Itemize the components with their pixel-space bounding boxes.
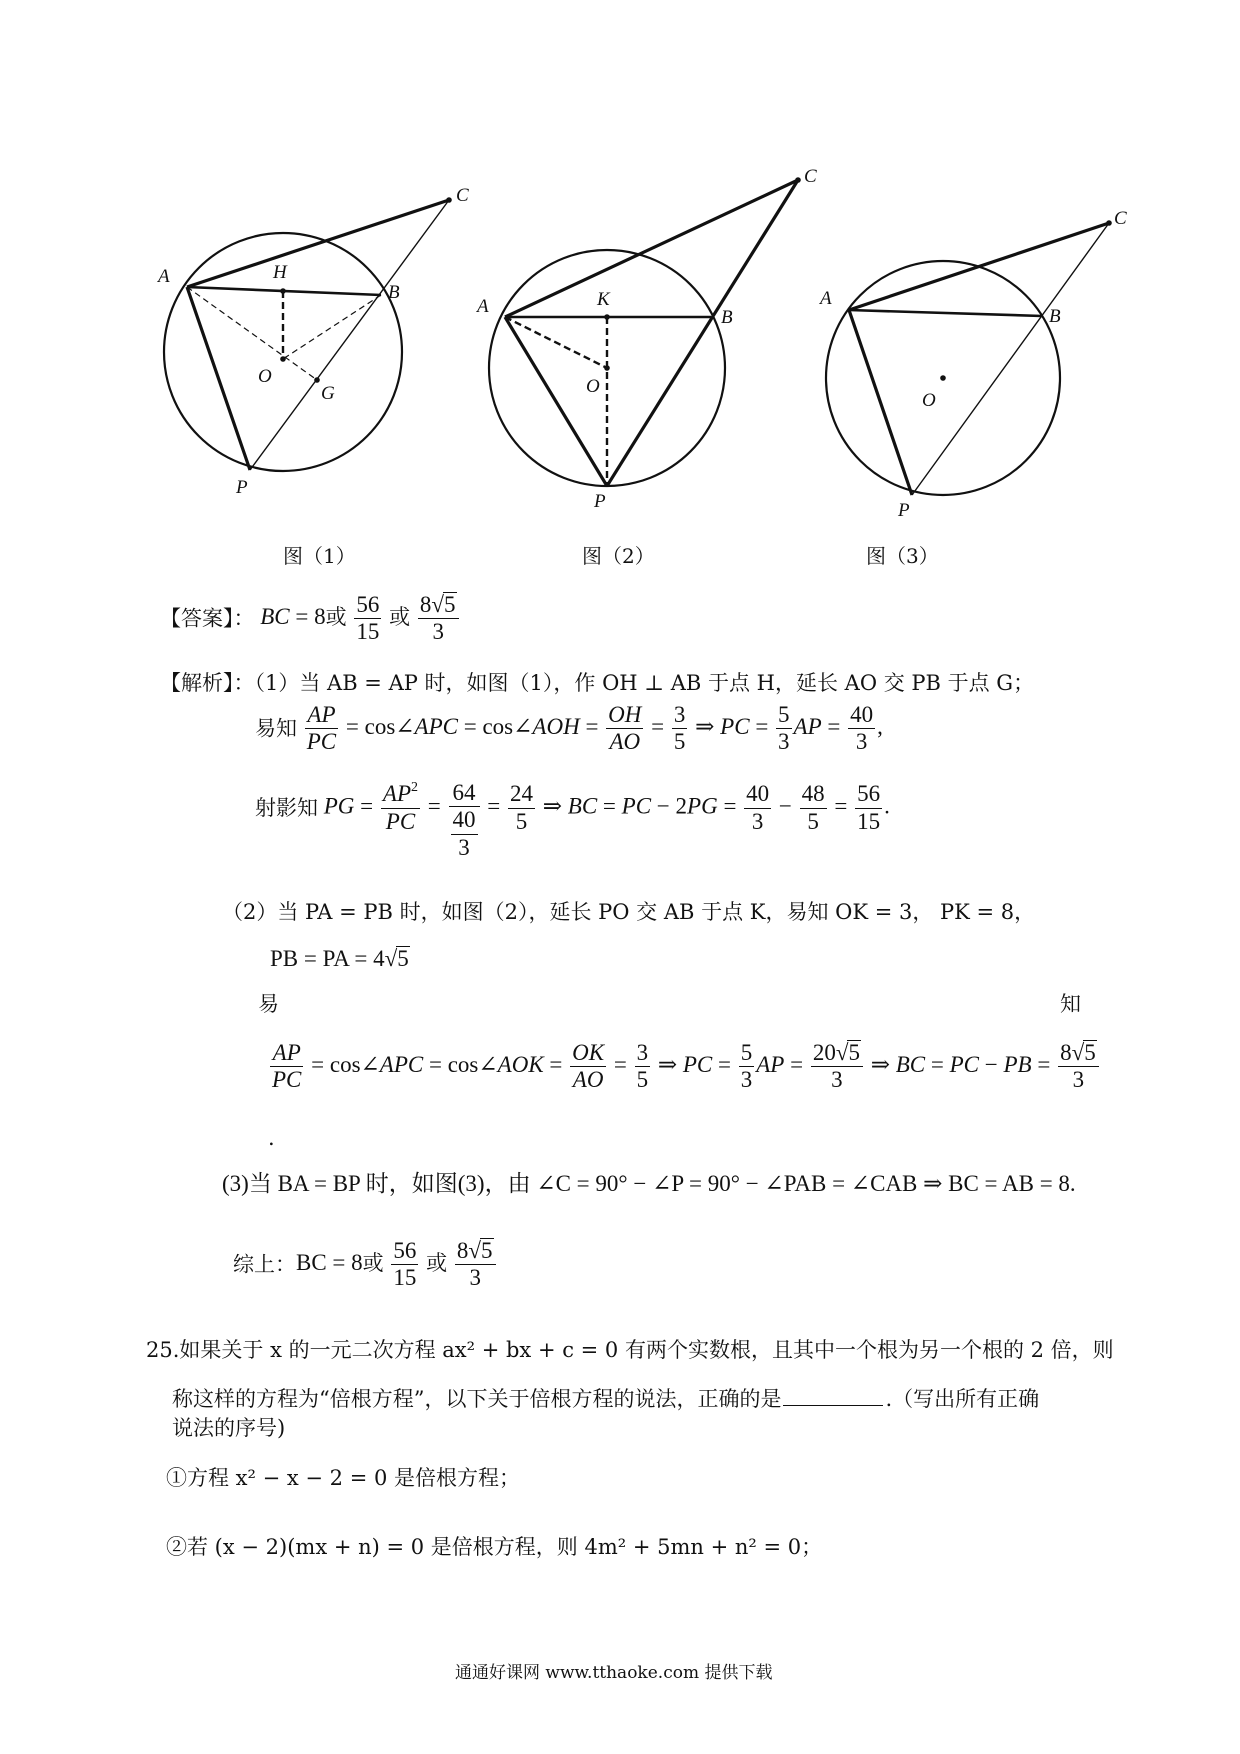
fig3-label-o: O <box>922 390 936 411</box>
fig3-label-p: P <box>898 500 910 521</box>
fig3-label-c: C <box>1114 208 1127 229</box>
fig3-label-b: B <box>1049 306 1061 327</box>
page-footer: 通通好课网 www.tthaoke.com 提供下载 <box>455 1663 773 1683</box>
analysis-case1-intro: 【解析】：（1）当 AB = AP 时，如图（1），作 OH ⊥ AB 于点 H，延长 AO 交 PB 于点 G； <box>160 671 1035 695</box>
analysis-case3: (3)当 BA = BP 时，如图(3)，由 ∠C = 90° − ∠P = 90° − ∠PAB = ∠CAB ⇒ BC = AB = 8. <box>222 1171 1076 1196</box>
answer-line: 【答案】： BC = 8或 $\frac{56}{15}$ 或 $\frac{8√5}{3}$ <box>160 592 461 646</box>
case2-pb-line: PB = PA = 4√5 <box>270 946 409 971</box>
fig3-label-a: A <box>820 288 832 309</box>
fig2-label-o: O <box>586 376 600 397</box>
figure-3-diagram <box>826 223 1109 495</box>
q25-stem-line2: 称这样的方程为“倍根方程”，以下关于倍根方程的说法，正确的是 .（写出所有正确 <box>172 1387 1040 1411</box>
case2-zhi: 知 <box>1060 992 1081 1016</box>
figure-3-caption: 图（3） <box>866 544 939 568</box>
q25-item-2: ②若 (x − 2)(mx + n) = 0 是倍根方程，则 4m² + 5mn + n² = 0； <box>166 1535 823 1559</box>
q25-item-1: ①方程 x² − x − 2 = 0 是倍根方程； <box>166 1466 521 1490</box>
fig2-label-c: C <box>804 166 817 187</box>
answer-fraction-1: $\frac{56}{15}$ <box>356 592 380 645</box>
fig2-label-b: B <box>721 307 733 328</box>
geometry-figures <box>0 0 1240 560</box>
fig1-label-a: A <box>158 266 170 287</box>
fig1-label-c: C <box>456 185 469 206</box>
case2-derivation-line: $\frac{AP}{PC}$ = cos∠APC = cos∠AOK = $\frac{OK}{AO}$ = $\frac{3}{5}$ ⇒ PC = $\frac{5}{3}$ AP = $\frac{20√5}{3}$ ⇒ BC = PC − PB = $\frac{8√5}{3}$ <box>268 1040 1101 1094</box>
q25-answer-blank[interactable] <box>783 1385 883 1406</box>
case1-derivation-line1: 易知 $\frac{AP}{PC}$ = cos∠APC = cos∠AOH = $\frac{OH}{AO}$ = $\frac{3}{5}$ ⇒ PC = $\frac{5}{3}$ AP = $\frac{40}{3}$ , <box>255 702 883 755</box>
figure-2-caption: 图（2） <box>582 544 655 568</box>
figure-2-diagram <box>489 180 798 486</box>
figure-1-caption: 图（1） <box>283 544 356 568</box>
fig1-label-b: B <box>388 282 400 303</box>
fig1-label-o: O <box>258 366 272 387</box>
fig1-label-p: P <box>236 477 248 498</box>
fig1-label-h: H <box>273 262 287 283</box>
fig2-label-k: K <box>597 289 610 310</box>
fig2-label-p: P <box>594 491 606 512</box>
analysis-label: 【解析】： <box>160 671 255 695</box>
figure-1-diagram <box>164 200 449 471</box>
case2-yi: 易 <box>258 992 279 1016</box>
q25-stem-line3: 说法的序号) <box>172 1416 286 1440</box>
answer-fraction-2: $\frac{8√5}{3}$ <box>418 592 459 646</box>
analysis-case2-intro: （2）当 PA = PB 时，如图（2），延长 PO 交 AB 于点 K，易知 OK = 3， PK = 8， <box>222 900 1036 924</box>
answer-label: 【答案】： <box>160 606 255 631</box>
fig2-label-a: A <box>477 296 489 317</box>
q25-stem-line1: 25.如果关于 x 的一元二次方程 ax² + bx + c = 0 有两个实数根，且其中一个根为另一个根的 2 倍，则 <box>146 1338 1114 1362</box>
summary-line: 综上：BC = 8或 $\frac{56}{15}$ 或 $\frac{8√5}{3}$ <box>233 1238 498 1292</box>
case1-derivation-line2: 射影知 PG = $\frac{AP^2}{PC}$ = $\frac{64}{\frac{40}{3}}$ = $\frac{24}{5}$ ⇒ BC = PC − 2PG = $\frac{40}{3}$ − $\frac{48}{5}$ = $\frac{56}{15}$ . <box>255 780 890 860</box>
case2-period: . <box>268 1126 275 1150</box>
fig1-label-g: G <box>321 383 335 404</box>
